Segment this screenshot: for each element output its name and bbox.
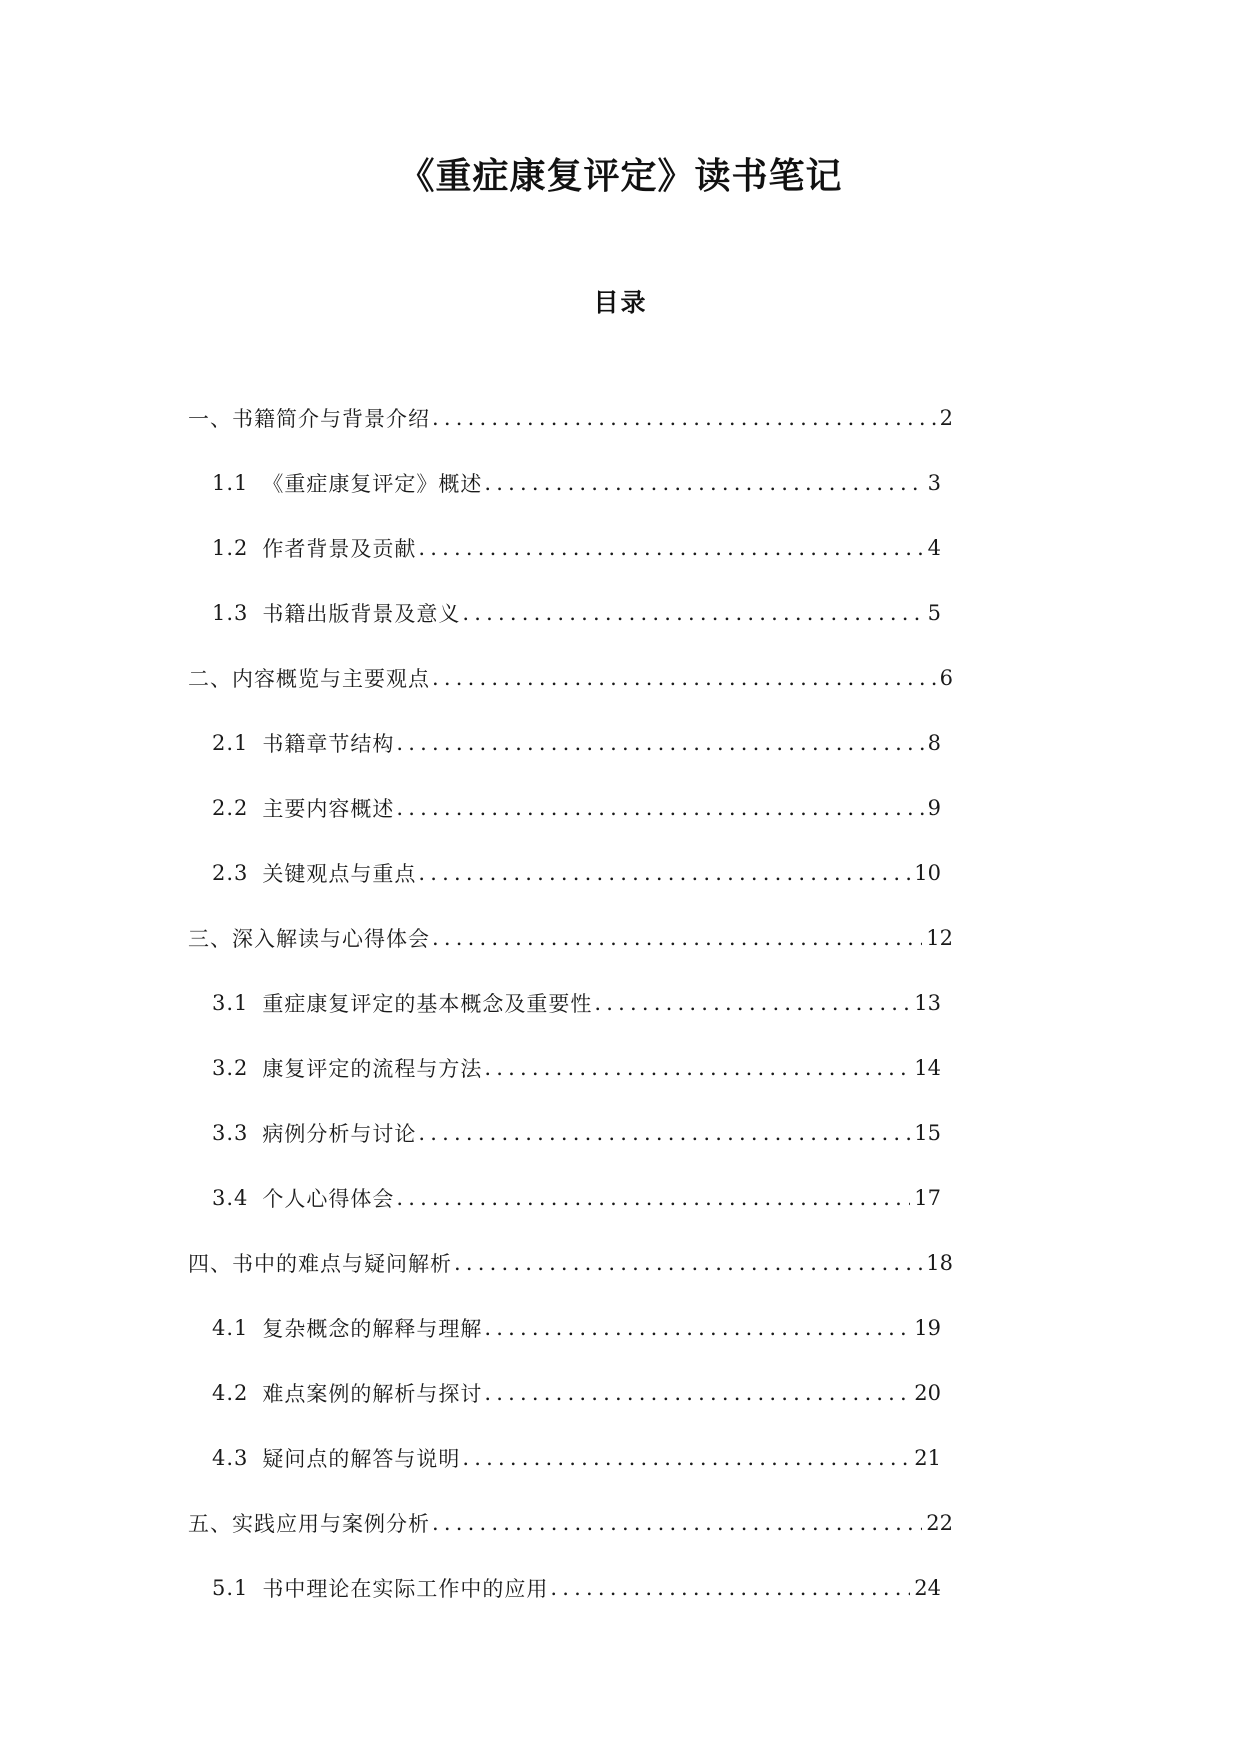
toc-entry-label: 重症康复评定的基本概念及重要性 [262, 991, 593, 1016]
toc-section-entry[interactable] [0, 1165, 941, 1230]
dot-leader [462, 601, 923, 625]
toc-entry-number: 4.3 [212, 1445, 249, 1470]
toc-entry-label: 病例分析与讨论 [262, 1121, 417, 1146]
toc-section-entry[interactable] [0, 775, 941, 840]
toc-page-number: 21 [914, 1445, 941, 1470]
toc-entry-label: 五、实践应用与案例分析 [188, 1511, 430, 1536]
toc-section-entry[interactable] [0, 1100, 941, 1165]
toc-section-entry[interactable] [0, 1295, 941, 1360]
toc-page-number: 13 [914, 990, 941, 1015]
toc-page-number: 5 [927, 600, 941, 625]
toc-entry-label: 二、内容概览与主要观点 [188, 666, 430, 691]
toc-entry-label: 康复评定的流程与方法 [262, 1056, 483, 1081]
toc-section-entry[interactable] [0, 1425, 941, 1490]
toc-entry-number: 3.3 [212, 1120, 249, 1145]
toc-entry-label: 一、书籍简介与背景介绍 [188, 406, 430, 431]
toc-entry-number: 1.1 [212, 470, 249, 495]
toc-entry-label: 书籍章节结构 [262, 731, 395, 756]
toc-page-number: 8 [927, 730, 941, 755]
toc-entry-label: 个人心得体会 [262, 1186, 395, 1211]
toc-chapter-entry[interactable] [0, 905, 953, 970]
toc-page-number: 9 [927, 795, 941, 820]
toc-page-number: 12 [926, 925, 953, 950]
dot-leader [432, 666, 936, 690]
toc-entry-label: 主要内容概述 [262, 796, 395, 821]
dot-leader [484, 1316, 910, 1340]
toc-entry-label: 《重症康复评定》概述 [262, 471, 483, 496]
toc-section-entry[interactable] [0, 515, 941, 580]
toc-page-number: 20 [914, 1380, 941, 1405]
dot-leader [550, 1576, 910, 1600]
toc-entry-number: 3.4 [212, 1185, 249, 1210]
dot-leader [396, 796, 923, 820]
toc-page-number: 10 [914, 860, 941, 885]
toc-page-number: 3 [927, 470, 941, 495]
toc-chapter-entry[interactable] [0, 385, 953, 450]
dot-leader [432, 406, 936, 430]
toc-section-entry[interactable] [0, 450, 941, 515]
toc-entry-number: 5.1 [212, 1575, 249, 1600]
dot-leader [396, 731, 923, 755]
toc-page-number: 14 [914, 1055, 941, 1080]
toc-section-entry[interactable] [0, 710, 941, 775]
toc-section-entry[interactable] [0, 1035, 941, 1100]
dot-leader [454, 1251, 922, 1275]
dot-leader [462, 1446, 910, 1470]
toc-entry-label: 三、深入解读与心得体会 [188, 926, 430, 951]
toc-entry-label: 书中理论在实际工作中的应用 [262, 1576, 549, 1601]
toc-entry-label: 复杂概念的解释与理解 [262, 1316, 483, 1341]
dot-leader [396, 1186, 910, 1210]
toc-entry-label: 四、书中的难点与疑问解析 [188, 1251, 452, 1276]
toc-entry-number: 1.2 [212, 535, 249, 560]
toc-page-number: 6 [939, 665, 953, 690]
toc-section-entry[interactable] [0, 840, 941, 905]
dot-leader [418, 861, 910, 885]
document-title: 《重症康复评定》读书笔记 [398, 156, 843, 197]
toc-entry-number: 1.3 [212, 600, 249, 625]
toc-entry-number: 4.2 [212, 1380, 249, 1405]
toc-entry-number: 2.1 [212, 730, 249, 755]
dot-leader [432, 1511, 922, 1535]
toc-section-entry[interactable] [0, 970, 941, 1035]
toc-entry-label: 难点案例的解析与探讨 [262, 1381, 483, 1406]
toc-page-number: 2 [939, 405, 953, 430]
toc-section-entry[interactable] [0, 1555, 941, 1620]
toc-page-number: 4 [927, 535, 941, 560]
toc-chapter-entry[interactable] [0, 645, 953, 710]
dot-leader [484, 1381, 910, 1405]
toc-page-number: 18 [926, 1250, 953, 1275]
dot-leader [432, 926, 922, 950]
toc-page-number: 17 [914, 1185, 941, 1210]
toc-entry-label: 书籍出版背景及意义 [262, 601, 461, 626]
toc-entry-number: 2.3 [212, 860, 249, 885]
toc-section-entry[interactable] [0, 580, 941, 645]
table-of-contents [0, 385, 1241, 1620]
toc-page-number: 22 [926, 1510, 953, 1535]
toc-page-number: 15 [914, 1120, 941, 1145]
dot-leader [594, 991, 910, 1015]
dot-leader [484, 1056, 910, 1080]
toc-entry-label: 作者背景及贡献 [262, 536, 417, 561]
toc-chapter-entry[interactable] [0, 1230, 953, 1295]
toc-page-number: 19 [914, 1315, 941, 1340]
toc-entry-number: 4.1 [212, 1315, 249, 1340]
dot-leader [484, 471, 923, 495]
dot-leader [418, 536, 923, 560]
toc-entry-number: 3.1 [212, 990, 249, 1015]
toc-page-number: 24 [914, 1575, 941, 1600]
toc-entry-label: 关键观点与重点 [262, 861, 417, 886]
toc-heading: 目录 [593, 288, 648, 317]
toc-entry-number: 3.2 [212, 1055, 249, 1080]
toc-section-entry[interactable] [0, 1360, 941, 1425]
toc-chapter-entry[interactable] [0, 1490, 953, 1555]
dot-leader [418, 1121, 910, 1145]
toc-entry-label: 疑问点的解答与说明 [262, 1446, 461, 1471]
toc-entry-number: 2.2 [212, 795, 249, 820]
